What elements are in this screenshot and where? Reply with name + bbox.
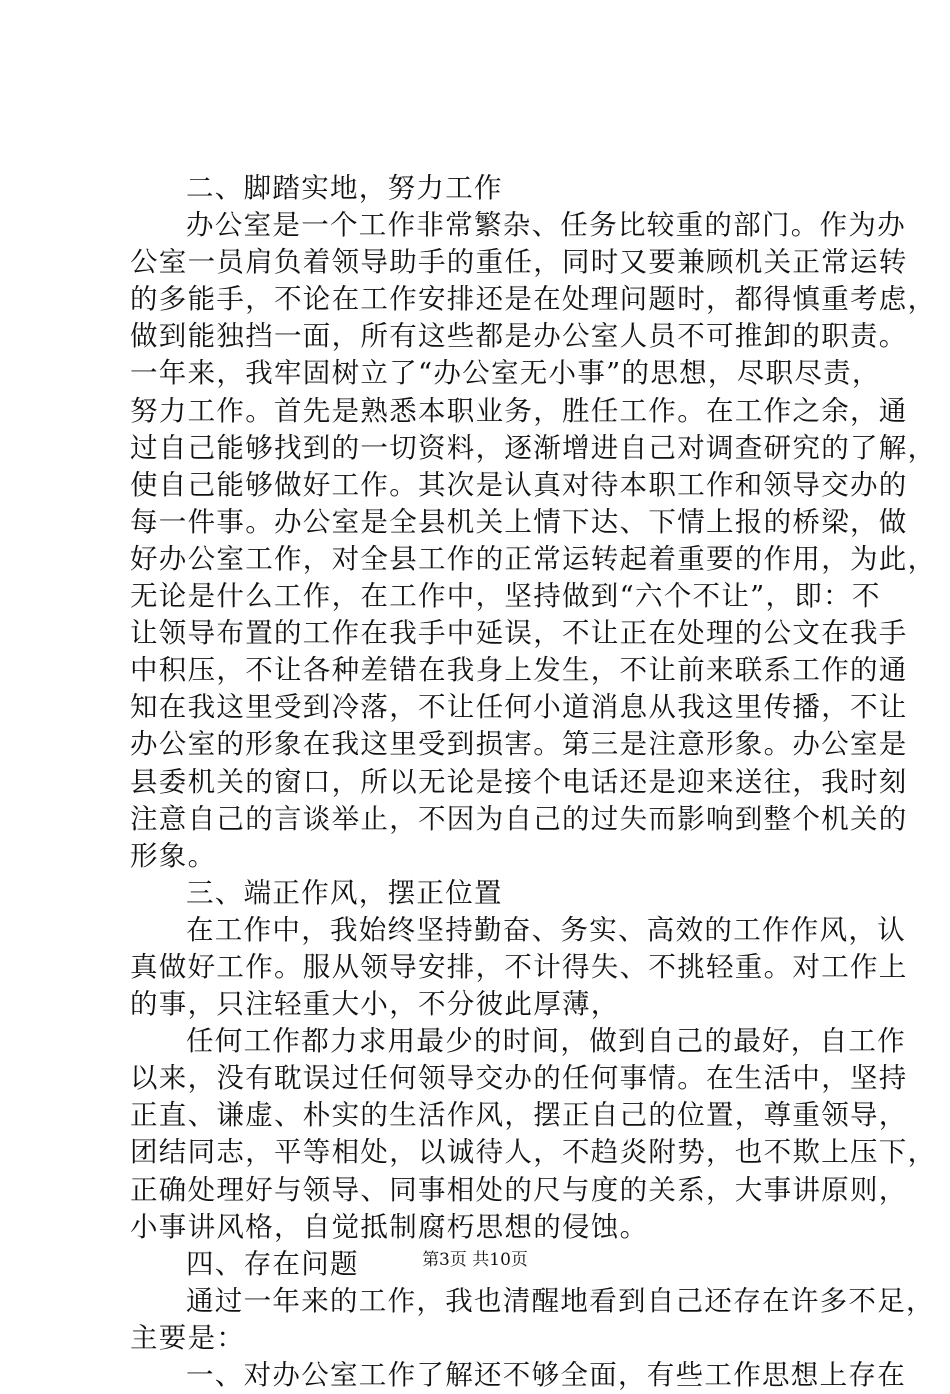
text-line: 努力工作。首先是熟悉本职业务，胜任工作。在工作之余，通: [130, 394, 908, 427]
text-line: 形象。: [130, 839, 217, 872]
page-footer: 第3页 共10页: [422, 1250, 528, 1270]
text-line: 二、脚踏实地，努力工作: [186, 172, 503, 204]
text-line: 好办公室工作，对全县工作的正常运转起着重要的作用，为此，: [130, 542, 937, 575]
document-body: [130, 170, 937, 1394]
text-line: 做到能独挡一面，所有这些都是办公室人员不可推卸的职责。: [130, 320, 908, 353]
text-line: 三、端正作风，摆正位置: [186, 876, 503, 909]
text-line: 无论是什么工作，在工作中，坚持做到“六个不让”，即：不: [130, 580, 881, 613]
text-line: 主要是：: [130, 1321, 246, 1354]
text-line: 一、对办公室工作了解还不够全面，有些工作思想上存在: [186, 1359, 906, 1391]
text-line: 真做好工作。服从领导安排，不计得失、不挑轻重。对工作上: [130, 950, 908, 983]
text-line: 让领导布置的工作在我手中延误，不让正在处理的公文在我手: [130, 617, 908, 650]
text-line: 中积压，不让各种差错在我身上发生，不让前来联系工作的通: [130, 654, 908, 687]
text-line: 知在我这里受到冷落，不让任何小道消息从我这里传播，不让: [130, 691, 908, 724]
text-line: 任何工作都力求用最少的时间，做到自己的最好，自工作: [186, 1025, 906, 1058]
text-line: 一年来，我牢固树立了“办公室无小事”的思想，尽职尽责，: [130, 357, 881, 390]
text-line: 以来，没有耽误过任何领导交办的任何事情。在生活中，坚持: [130, 1062, 908, 1095]
text-line: 每一件事。办公室是全县机关上情下达、下情上报的桥梁，做: [130, 505, 908, 538]
text-line: 在工作中，我始终坚持勤奋、务实、高效的工作作风，认: [186, 913, 906, 946]
text-line: 四、存在问题: [186, 1247, 359, 1280]
text-line: 小事讲风格，自觉抵制腐朽思想的侵蚀。: [130, 1210, 649, 1243]
text-line: 办公室的形象在我这里受到损害。第三是注意形象。办公室是: [130, 728, 908, 761]
text-line: 办公室是一个工作非常繁杂、任务比较重的部门。作为办: [186, 209, 906, 242]
text-line: 县委机关的窗口，所以无论是接个电话还是迎来送往，我时刻: [130, 765, 908, 798]
text-line: 正直、谦虚、朴实的生活作风，摆正自己的位置，尊重领导，: [130, 1099, 908, 1132]
text-line: 的事，只注轻重大小，不分彼此厚薄，: [130, 988, 620, 1021]
text-line: 过自己能够找到的一切资料，逐渐增进自己对调查研究的了解，: [130, 431, 937, 464]
text-line: 注意自己的言谈举止，不因为自己的过失而影响到整个机关的: [130, 802, 908, 835]
text-line: 通过一年来的工作，我也清醒地看到自己还存在许多不足，: [186, 1284, 935, 1317]
text-line: 团结同志，平等相处，以诚待人，不趋炎附势，也不欺上压下，: [130, 1136, 937, 1169]
text-line: 正确处理好与领导、同事相处的尺与度的关系，大事讲原则，: [130, 1173, 908, 1206]
text-line: 公室一员肩负着领导助手的重任，同时又要兼顾机关正常运转: [130, 246, 908, 279]
text-line: 的多能手，不论在工作安排还是在处理问题时，都得慎重考虑，: [130, 283, 937, 316]
text-line: 使自己能够做好工作。其次是认真对待本职工作和领导交办的: [130, 468, 908, 501]
